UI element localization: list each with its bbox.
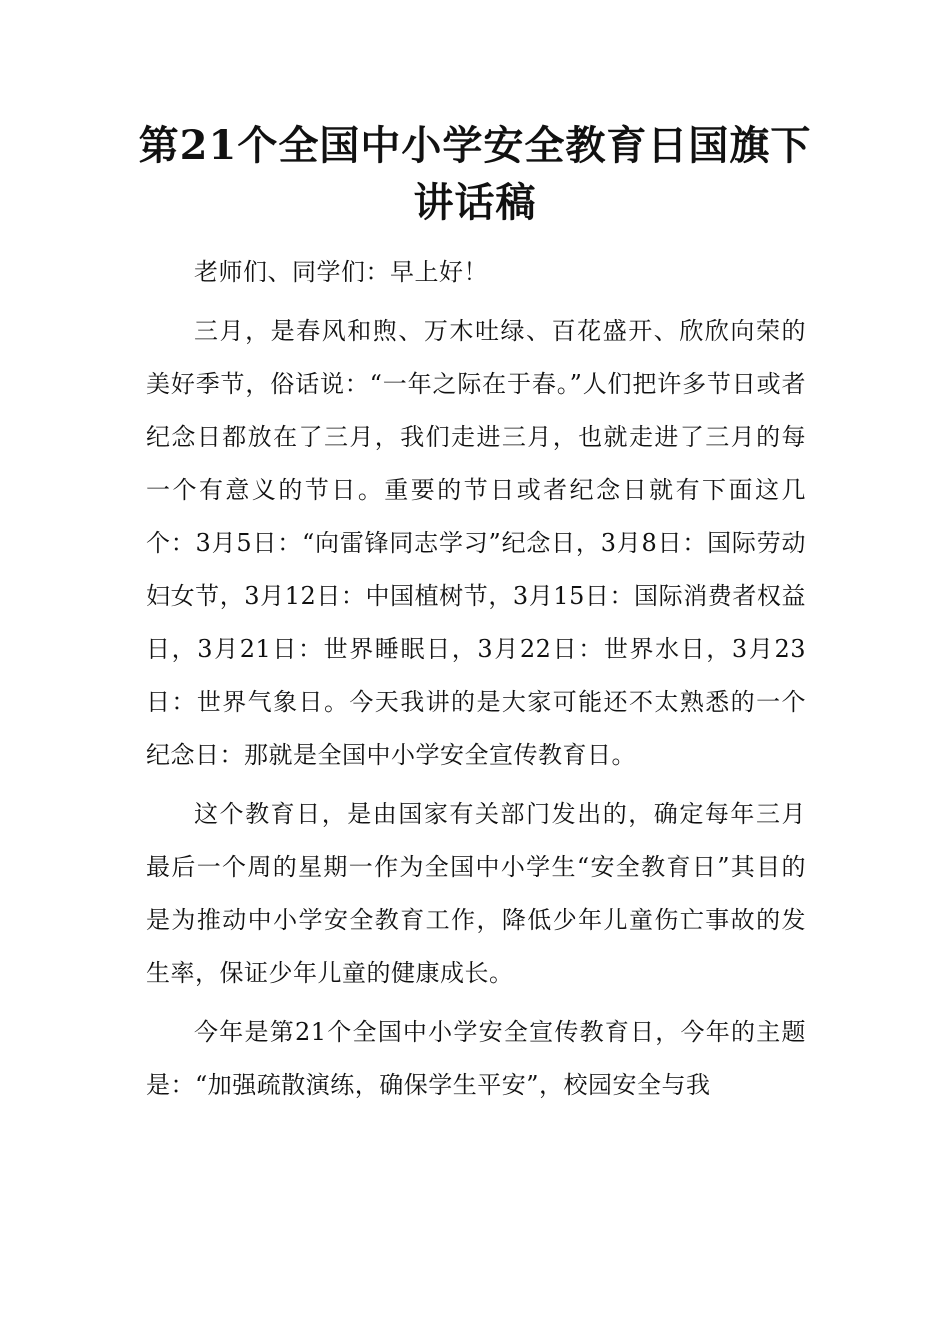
document-body [146,246,806,1112]
document-title-line-2: 讲话稿 [413,179,537,226]
greeting-paragraph: 老师们、同学们：早上好！ [194,258,488,286]
body-paragraph-2: 这个教育日，是由国家有关部门发出的，确定每年三月最后一个周的星期一作为全国中小学生“安全教育日”其目的是为推动中小学安全教育工作，降低少年儿童伤亡事故的发生率，保证少年儿童的健康成长。 [146,800,806,987]
body-paragraph-1: 三月，是春风和煦、万木吐绿、百花盛开、欣欣向荣的美好季节，俗话说：“一年之际在于春。”人们把许多节日或者纪念日都放在了三月，我们走进三月，也就走进了三月的每一个有意义的节日。重要的节日或者纪念日就有下面这几个：3月5日：“向雷锋同志学习”纪念日，3月8日：国际劳动妇女节，3月12日：中国植树节，3月15日：国际消费者权益日，3月21日：世界睡眠日，3月22日：世界水日，3月23日：世界气象日。今天我讲的是大家可能还不太熟悉的一个纪念日：那就是全国中小学安全宣传教育日。 [146,317,806,769]
body-paragraph-3: 今年是第21个全国中小学安全宣传教育日，今年的主题是：“加强疏散演练，确保学生平安”，校园安全与我 [146,1018,806,1099]
document-title-line-1: 第21个全国中小学安全教育日国旗下 [138,122,812,169]
